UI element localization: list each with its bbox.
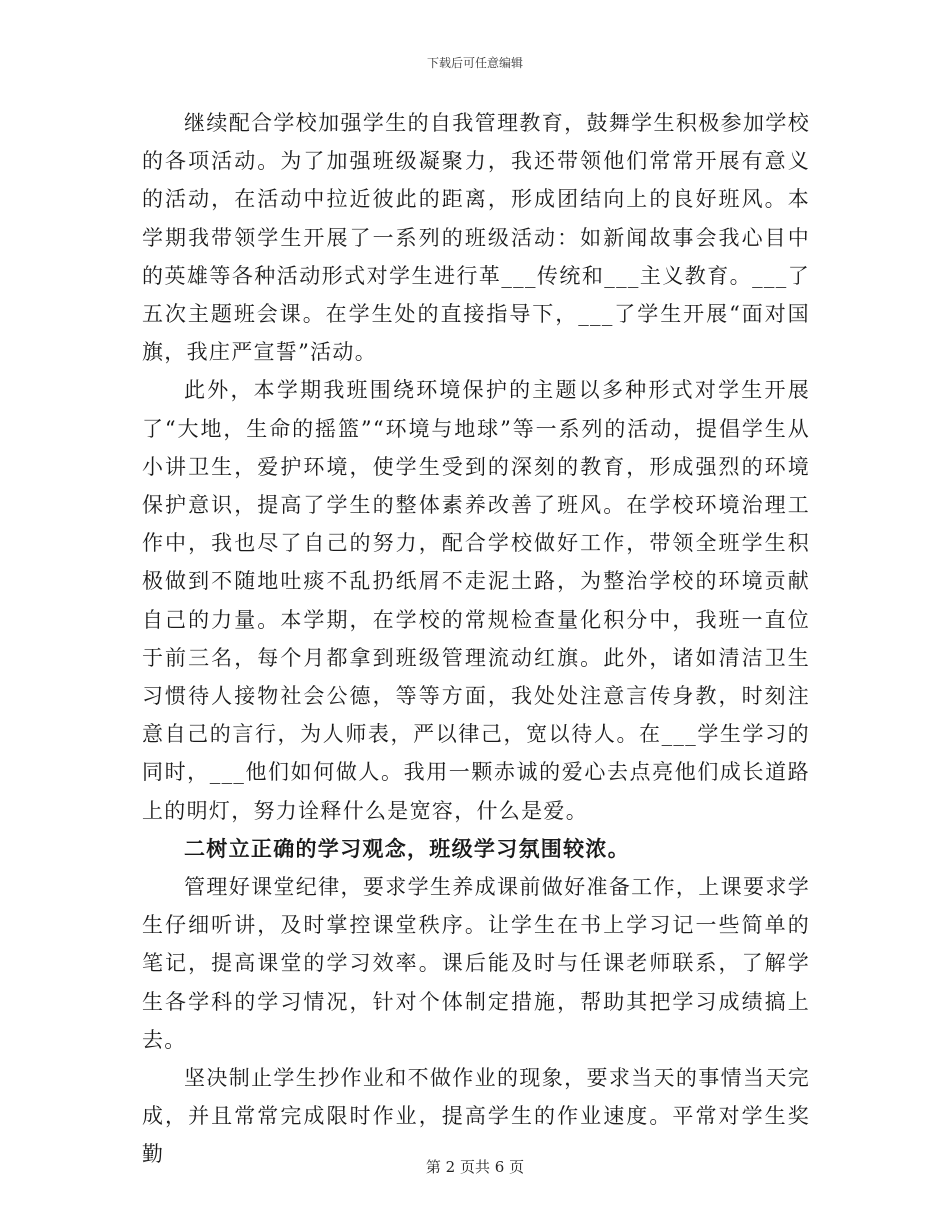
paragraph-homework: 坚决制止学生抄作业和不做作业的现象，要求当天的事情当天完成，并且常常完成限时作业，提高学生的作业速度。平常对学生奖勤 [142, 1066, 810, 1167]
paragraph-classroom-discipline: 管理好课堂纪律，要求学生养成课前做好准备工作，上课要求学生仔细听讲，及时掌控课堂秩序。让学生在书上学习记一些简单的笔记，提高课堂的学习效率。课后能及时与任课老师联系，了解学生各学科的学习情况，针对个体制定措施，帮助其把学习成绩搞上去。 [142, 875, 810, 1052]
paragraph-environment-education: 此外，本学期我班围绕环境保护的主题以多种形式对学生开展了“大地，生命的摇篮”“环境与地球”等一系列的活动，提倡学生从小讲卫生，爱护环境，使学生受到的深刻的教育，形成强烈的环境保护意识，提高了学生的整体素养改善了班风。在学校环境治理工作中，我也尽了自己的努力，配合学校做好工作，带领全班学生积极做到不随地吐痰不乱扔纸屑不走泥土路，为整治学校的环境贡献自己的力量。本学期，在学校的常规检查量化积分中，我班一直位于前三名，每个月都拿到班级管理流动红旗。此外，诸如清洁卫生习惯待人接物社会公德，等等方面，我处处注意言传身教，时刻注意自己的言行，为人师表，严以律己，宽以待人。在___学生学习的同时，___他们如何做人。我用一颗赤诚的爱心去点亮他们成长道路上的明灯，努力诠释什么是宽容，什么是爱。 [142, 378, 810, 823]
page-header: 下载后可任意编辑 [426, 56, 523, 70]
page-number: 第 2 页共 6 页 [425, 1158, 525, 1176]
paragraph-class-activities: 继续配合学校加强学生的自我管理教育，鼓舞学生积极参加学校的各项活动。为了加强班级凝聚力，我还带领他们常常开展有意义的活动，在活动中拉近彼此的距离，形成团结向上的良好班风。本学期我带领学生开展了一系列的班级活动：如新闻故事会我心目中的英雄等各种活动形式对学生进行革___传统和___主义教育。___了五次主题班会课。在学生处的直接指导下，___了学生开展“面对国旗，我庄严宣誓”活动。 [142, 111, 810, 365]
section-heading-study-concept: 二树立正确的学习观念，班级学习氛围较浓。 [184, 835, 630, 861]
document-body [142, 104, 810, 1174]
